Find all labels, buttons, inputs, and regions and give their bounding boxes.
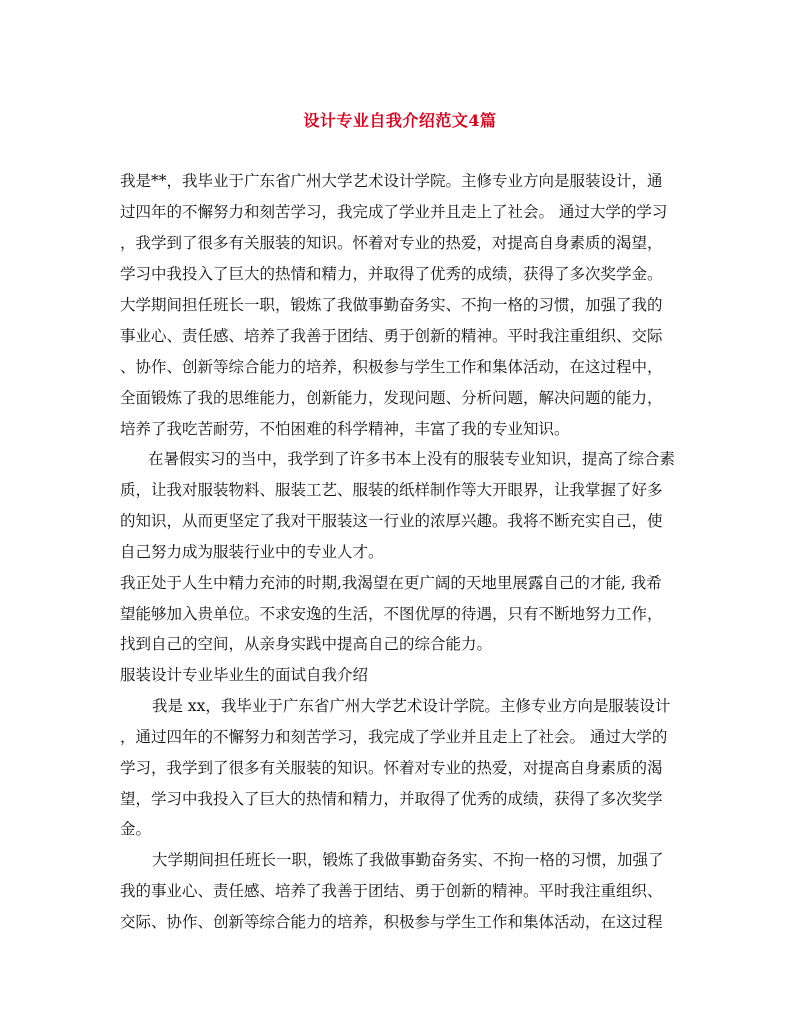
text-line: ，通过四年的不懈努力和刻苦学习，我完成了学业并且走上了社会。 通过大学的 [120, 728, 668, 746]
text-line: 的知识，从而更坚定了我对干服装这一行业的浓厚兴趣。我将不断充实自己，使 [120, 512, 663, 530]
text-line: 在暑假实习的当中，我学到了许多书本上没有的服装专业知识，提高了综合素 [148, 450, 676, 468]
text-line: 过四年的不懈努力和刻苦学习，我完成了学业并且走上了社会。 通过大学的学习 [120, 203, 668, 221]
document-title: 设计专业自我介绍范文4篇 [303, 111, 497, 130]
text-line: 大学期间担任班长一职，锻炼了我做事勤奋务实、不拘一格的习惯，加强了 [152, 851, 664, 869]
text-line: ，我学到了很多有关服装的知识。怀着对专业的热爱，对提高自身素质的渴望， [120, 234, 663, 252]
text-line: 学习，我学到了很多有关服装的知识。怀着对专业的热爱，对提高自身素质的渴 [120, 759, 663, 777]
text-line: 望能够加入贵单位。不求安逸的生活，不图优厚的待遇，只有不断地努力工作， [120, 605, 663, 623]
text-line: 培养了我吃苦耐劳，不怕困难的科学精神，丰富了我的专业知识。 [120, 420, 570, 438]
text-line: 金。 [120, 820, 152, 838]
text-line: 全面锻炼了我的思维能力，创新能力，发现问题、分析问题，解决问题的能力， [120, 389, 663, 407]
section-heading: 服装设计专业毕业生的面试自我介绍 [120, 666, 369, 684]
text-line: 我是**，我毕业于广东省广州大学艺术设计学院。主修专业方向是服装设计，通 [120, 172, 663, 190]
text-line: 、协作、创新等综合能力的培养，积极参与学生工作和集体活动，在这过程中， [120, 358, 663, 376]
text-line: 大学期间担任班长一职，锻炼了我做事勤奋务实、不拘一格的习惯，加强了我的 [120, 296, 663, 314]
text-line: 我是 xx，我毕业于广东省广州大学艺术设计学院。主修专业方向是服装设计 [152, 697, 671, 715]
text-line: 望，学习中我投入了巨大的热情和精力，并取得了优秀的成绩，获得了多次奖学 [120, 790, 663, 808]
text-line: 自己努力成为服装行业中的专业人才。 [120, 543, 384, 561]
text-line: 学习中我投入了巨大的热情和精力，并取得了优秀的成绩，获得了多次奖学金。 [120, 265, 663, 283]
text-line: 交际、协作、创新等综合能力的培养，积极参与学生工作和集体活动，在这过程 [120, 913, 663, 931]
text-line: 我的事业心、责任感、培养了我善于团结、勇于创新的精神。平时我注重组织、 [120, 882, 663, 900]
text-line: 我正处于人生中精力充沛的时期,我渴望在更广阔的天地里展露自己的才能, 我希 [120, 574, 662, 592]
text-line: 找到自己的空间，从亲身实践中提高自己的综合能力。 [120, 635, 493, 653]
text-line: 质，让我对服装物料、服装工艺、服装的纸样制作等大开眼界，让我掌握了好多 [120, 481, 663, 499]
text-line: 事业心、责任感、培养了我善于团结、勇于创新的精神。平时我注重组织、交际 [120, 327, 663, 345]
